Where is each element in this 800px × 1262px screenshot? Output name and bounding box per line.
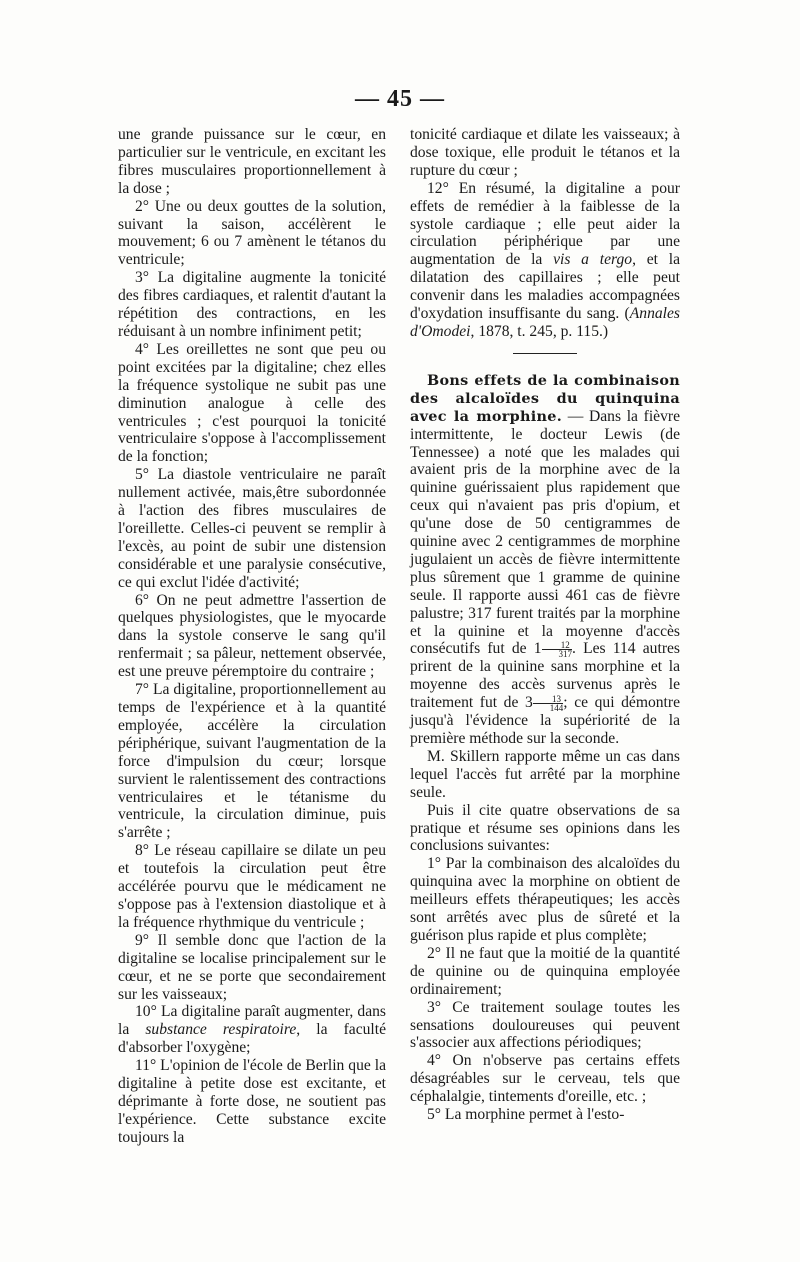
text-run: ; ce qui démontre jusqu'à l'évidence la supériorité de la première méthode sur la seconde. bbox=[410, 694, 680, 748]
list-item: 2° Il ne faut que la moitié de la quantité de quinine ou de quinquina employée ordinairement; bbox=[410, 944, 680, 998]
emphasis: vis a tergo bbox=[553, 251, 633, 269]
list-item: 2° Une ou deux gouttes de la solution, suivant la saison, accélèrent le mouvement; 6 ou 7 amènent le tétanos du ventricule; bbox=[118, 197, 386, 269]
list-item bbox=[410, 180, 680, 341]
citation-journal: Annales d'Omodei bbox=[410, 305, 680, 340]
section-paragraph bbox=[410, 372, 680, 748]
section-title: Bons effets de la combinaison des alcaloïdes du quinquina avec la morphine. bbox=[410, 371, 680, 425]
list-item bbox=[118, 1003, 386, 1057]
fraction bbox=[542, 641, 573, 658]
text-run: — bbox=[562, 407, 589, 425]
fraction-denominator: 317 bbox=[558, 649, 573, 660]
fraction-numerator: 12 bbox=[542, 641, 573, 650]
text-run: 10° La digitaline paraît augmenter, dans la bbox=[118, 1003, 386, 1039]
fraction-denominator: 144 bbox=[549, 703, 564, 714]
text-run: , 1878, t. 245, p. 115.) bbox=[470, 322, 609, 340]
left-column bbox=[118, 126, 386, 1147]
list-item: 3° Ce traitement soulage toutes les sensations douloureuses qui peuvent s'associer aux affections périodiques; bbox=[410, 998, 680, 1052]
list-item: 3° La digitaline augmente la tonicité des fibres cardiaques, et ralentit d'autant la répétition des contractions, en les réduisant à un nombre infiniment petit; bbox=[118, 269, 386, 340]
paragraph: une grande puissance sur le cœur, en particulier sur le ventricule, en excitant les fibres musculaires proportionnellement à la dose ; bbox=[118, 126, 386, 197]
text-run: 12° En résumé, la digitaline a pour effets de remédier à la faiblesse de la systole cardiaque ; elle peut aider la circulation périphérique par une augmentation de la bbox=[410, 179, 680, 269]
paragraph: tonicité cardiaque et dilate les vaisseaux; à dose toxique, elle produit le tétanos et la rupture du cœur ; bbox=[410, 126, 680, 179]
page-number: — 45 — bbox=[355, 86, 445, 112]
list-item: 5° La morphine permet à l'esto- bbox=[427, 1106, 625, 1124]
list-item: 4° Les oreillettes ne sont que peu ou point excitées par la digitaline; chez elles la fréquence systolique ne subit pas une diminution analogue à celle des ventricules ; c'est pourquoi la tonicité ventriculaire s'oppose à l'accomplissement de la fonction; bbox=[118, 340, 386, 466]
fraction bbox=[533, 695, 564, 712]
list-item: 6° On ne peut admettre l'assertion de quelques physiologistes, que le myocarde dans la systole conserve le sang qu'il renfermait ; sa pâleur, nettement observée, est une preuve péremptoire du contraire ; bbox=[118, 591, 386, 681]
paragraph: Puis il cite quatre observations de sa pratique et résume ses opinions dans les conclusions suivantes: bbox=[410, 801, 680, 855]
list-item: 5° La diastole ventriculaire ne paraît nullement activée, mais,être subordonnée à l'action des fibres musculaires de l'oreillette. Celles-ci peuvent se remplir à l'excès, au point de subir une distension considérable et une paralysie consécutive, ce qui exclut l'idée d'activité; bbox=[118, 466, 386, 591]
text-run: , la faculté d'absorber l'oxygène; bbox=[118, 1021, 387, 1057]
list-item: 4° On n'observe pas certains effets désagréables sur le cerveau, tels que céphalalgie, tintements d'oreille, etc. ; bbox=[410, 1052, 680, 1106]
right-column bbox=[410, 126, 680, 1124]
text-run: Dans la fièvre intermittente, le docteur Lewis (de Tennessee) a noté que les malades qui avaient pris de la morphine avec de la quinine guérissaient plus rapidement que ceux qui n'avaient pas pris d'opium, et qu'une dose de 50 centigrammes de quinine avec 2 centigrammes de morphine jugulaient un accès de fièvre intermittente plus sûrement que 1 gramme de quinine seule. Il rapporte aussi 461 cas de fièvre palustre; 317 furent traités par la morphine et la quinine et la moyenne d'accès consécutifs fut de 1 bbox=[410, 407, 680, 658]
section-divider bbox=[513, 353, 577, 354]
fraction-numerator: 13 bbox=[533, 695, 564, 704]
paragraph: M. Skillern rapporte même un cas dans lequel l'accès fut arrêté par la morphine seule. bbox=[410, 747, 680, 801]
emphasis: substance respiratoire bbox=[145, 1021, 297, 1039]
list-item: 9° Il semble donc que l'action de la digitaline se localise principalement sur le cœur, et ne se porte que secondairement sur les vaisseaux; bbox=[118, 931, 386, 1003]
list-item: 1° Par la combinaison des alcaloïdes du quinquina avec la morphine on obtient de meilleurs effets thérapeutiques; les accès sont arrêtés avec plus de sûreté et la guérison plus rapide et plus complète; bbox=[410, 855, 680, 944]
text-run: . Les 114 autres prirent de la quinine sans morphine et la moyenne des accès survenus après le traitement fut de 3 bbox=[410, 640, 680, 712]
list-item: 8° Le réseau capillaire se dilate un peu et toutefois la circulation peut être accélérée pourvu que le médicament ne s'oppose pas à l'extension diastolique et à la fréquence rhythmique du ventricule ; bbox=[118, 842, 386, 931]
list-item: 11° L'opinion de l'école de Berlin que la digitaline à petite dose est excitante, et déprimante à forte dose, ne soutient pas l'expérience. Cette substance excite toujours la bbox=[118, 1057, 386, 1146]
text-run: , et la dilatation des capillaires ; elle peut convenir dans les maladies accompagnées d'oxydation insuffisante du sang. ( bbox=[410, 251, 680, 323]
list-item: 7° La digitaline, proportionnellement au temps de l'expérience et à la quantité employée, accélère la circulation périphérique, suivant l'augmentation de la force d'impulsion du cœur; lorsque survient le ralentissement des contractions ventriculaires et le tétanisme du ventricule, la circulation diminue, puis s'arrête ; bbox=[118, 681, 386, 842]
